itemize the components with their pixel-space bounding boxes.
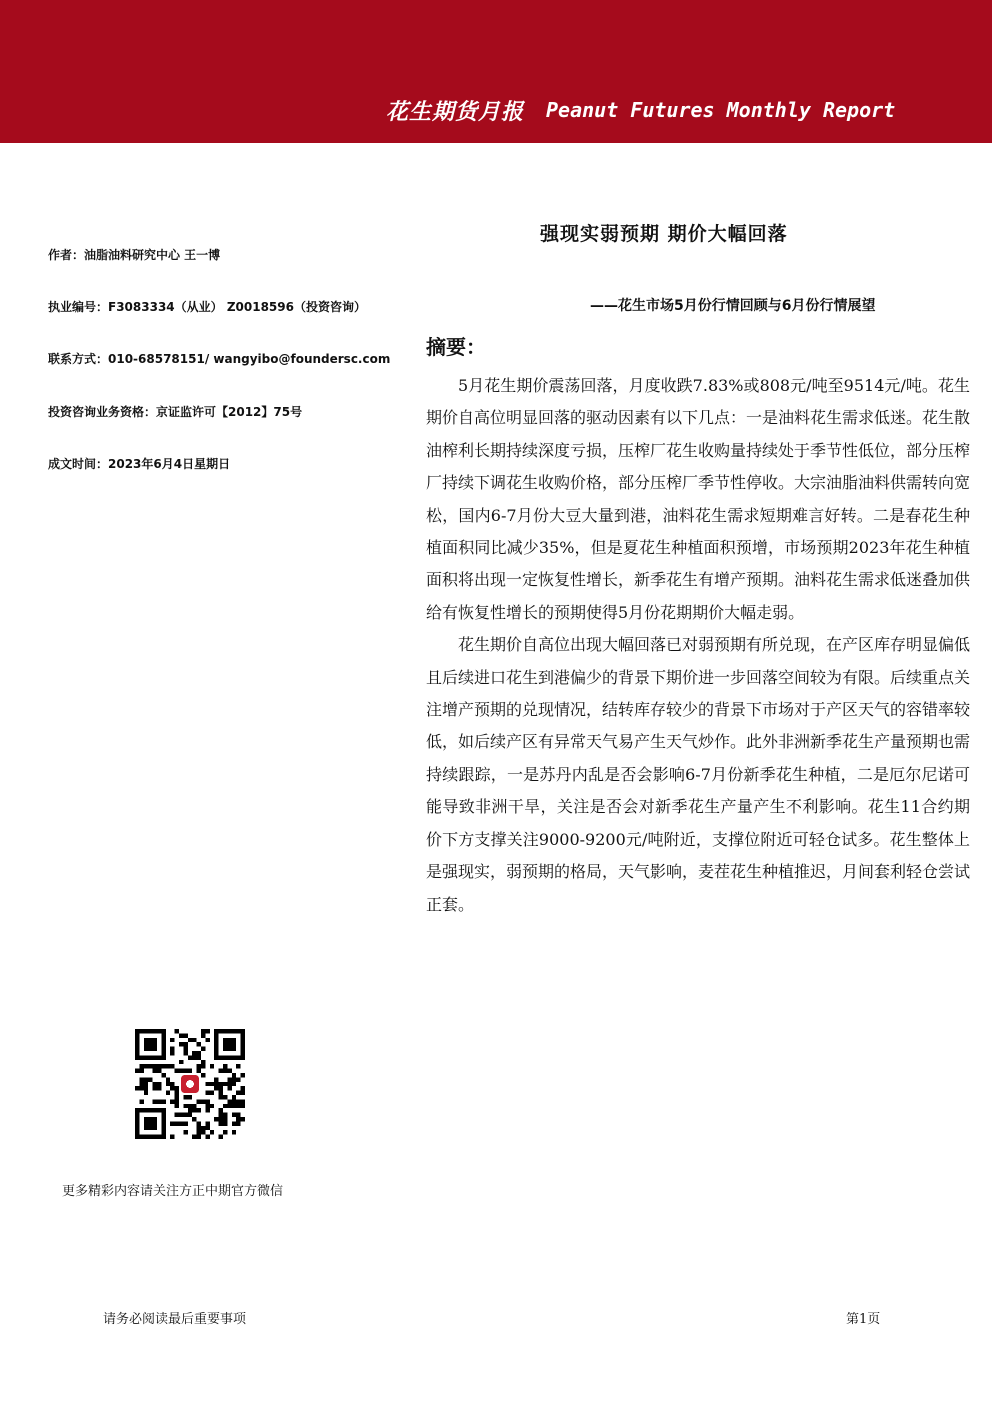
page-number: 第1页: [846, 1312, 881, 1327]
report-subtitle: ——花生市场5月份行情回顾与6月份行情展望: [590, 298, 876, 314]
wechat-qr-code[interactable]: [135, 1029, 245, 1139]
qualification-line: 投资咨询业务资格：京证监许可【2012】75号: [48, 405, 303, 419]
footer-notice[interactable]: 请务必阅读最后重要事项: [103, 1312, 247, 1327]
series-title-cn: 花生期货月报: [386, 99, 525, 125]
abstract-body: [426, 370, 970, 921]
date-line: 成文时间：2023年6月4日星期日: [48, 457, 231, 471]
author-line: 作者：油脂油料研究中心 王一博: [48, 248, 221, 262]
header-banner: [0, 0, 992, 143]
abstract-paragraph: 花生期价自高位出现大幅回落已对弱预期有所兑现，在产区库存明显偏低且后续进口花生到港偏少的背景下期价进一步回落空间较为有限。后续重点关注增产预期的兑现情况，结转库存较少的背景下市场对于产区天气的容错率较低，如后续产区有异常天气易产生天气炒作。此外非洲新季花生产量预期也需持续跟踪，一是苏丹内乱是否会影响6-7月份新季花生种植，二是厄尔尼诺可能导致非洲干旱，关注是否会对新季花生产量产生不利影响。花生11合约期价下方支撑关注9000-9200元/吨附近，支撑位附近可轻仓试多。花生整体上是强现实，弱预期的格局，天气影响，麦茬花生种植推迟，月间套利轻仓尝试正套。: [426, 635, 971, 914]
report-series-title: [386, 94, 895, 126]
abstract-paragraph: 5月花生期价震荡回落，月度收跌7.83%或808元/吨至9514元/吨。花生期价自高位明显回落的驱动因素有以下几点：一是油料花生需求低迷。花生散油榨利长期持续深度亏损，压榨厂花生收购量持续处于季节性低位，部分压榨厂持续下调花生收购价格，部分压榨厂季节性停收。大宗油脂油料供需转向宽松，国内6-7月份大豆大量到港，油料花生需求短期难言好转。二是春花生种植面积同比减少35%，但是夏花生种植面积预增，市场预期2023年花生种植面积将出现一定恢复性增长，新季花生有增产预期。油料花生需求低迷叠加供给有恢复性增长的预期使得5月份花期期价大幅走弱。: [426, 376, 971, 622]
license-line: 执业编号：F3083334（从业） Z0018596（投资咨询）: [48, 300, 366, 314]
contact-line: 联系方式：010-68578151/ wangyibo@foundersc.com: [48, 352, 391, 366]
qr-caption: 更多精彩内容请关注方正中期官方微信: [62, 1184, 284, 1199]
report-title: 强现实弱预期 期价大幅回落: [540, 223, 788, 245]
abstract-heading: 摘要：: [426, 335, 486, 359]
series-title-en: Peanut Futures Monthly Report: [546, 98, 896, 122]
